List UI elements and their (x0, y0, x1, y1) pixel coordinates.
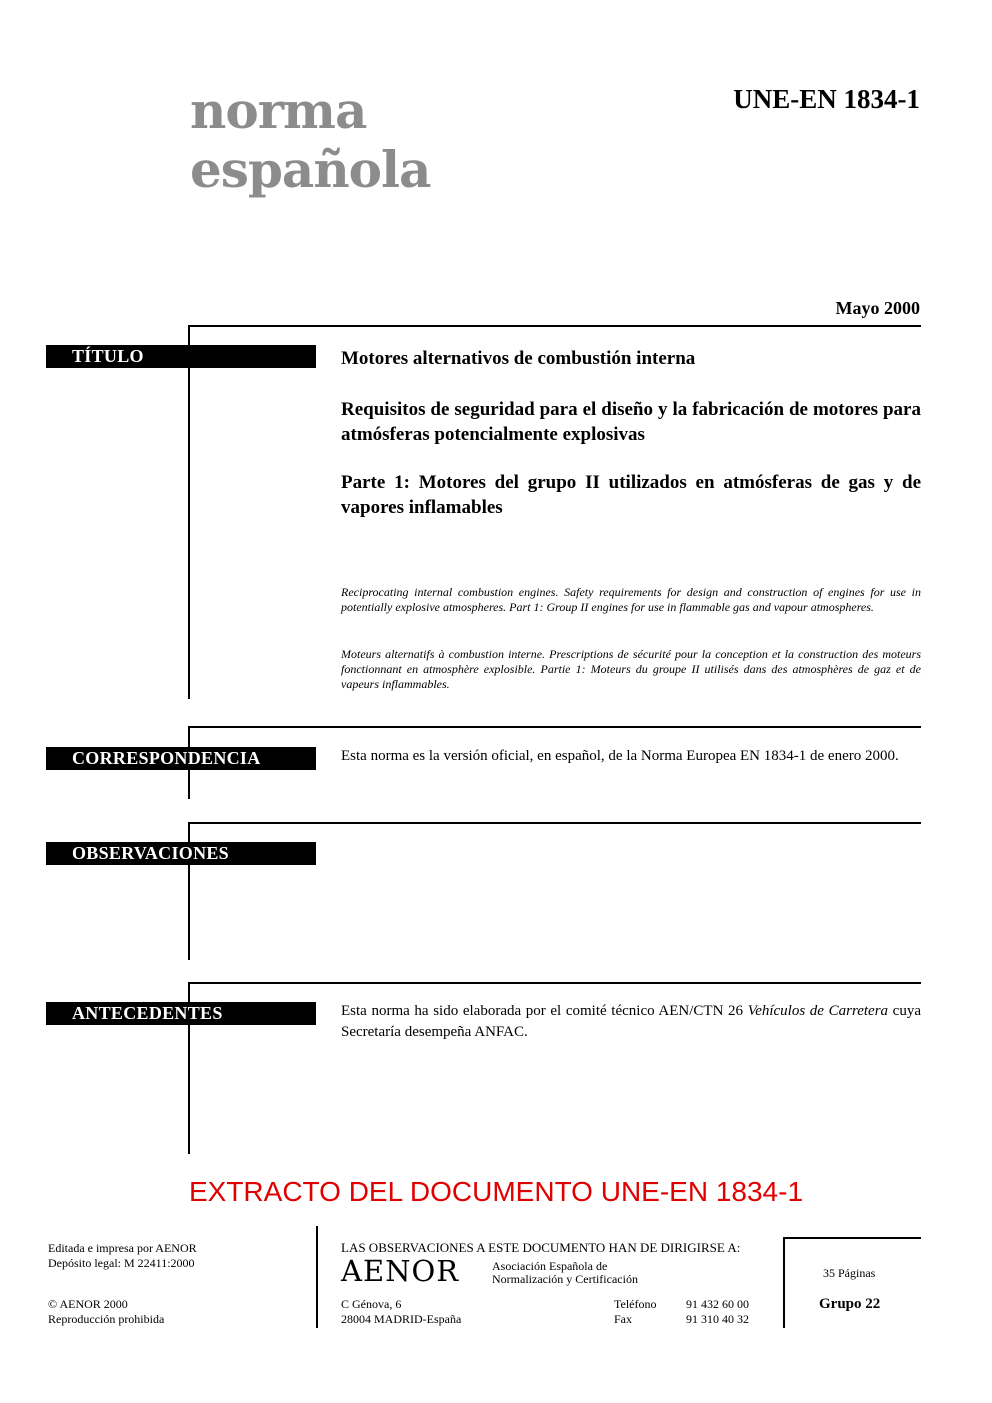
footer-divider-left (316, 1226, 318, 1328)
title-english: Reciprocating internal combustion engines. Safety requirements for design and construction of engines for use in potentially explosive atmospheres. Part 1: Group II engines for use in flammable gas and vapour atmospheres. (341, 585, 921, 614)
antecedentes-label: ANTECEDENTES (46, 1002, 316, 1025)
page-count: 35 Páginas (823, 1266, 876, 1280)
publication-date: Mayo 2000 (835, 298, 920, 318)
footer-fax-label: Fax (614, 1312, 632, 1326)
correspondencia-rule (188, 726, 921, 728)
correspondencia-label: CORRESPONDENCIA (46, 747, 316, 770)
brand-norma: norma (190, 81, 367, 140)
aenor-subtitle-line1: Asociación Española de (492, 1259, 608, 1273)
antecedentes-text-before: Esta norma ha sido elaborada por el comité técnico AEN/CTN 26 (341, 1003, 748, 1019)
observaciones-label: OBSERVACIONES (46, 842, 316, 865)
title-french: Moteurs alternatifs à combustion interne. Prescriptions de sécurité pour la conception et la construction des moteurs fonctionnant en atmosphère explosible. Partie 1: Moteurs du groupe II utilisés dans des atmosphères de gaz et de vapeurs inflammables. (341, 647, 921, 691)
footer-address2: 28004 MADRID-España (341, 1312, 462, 1326)
footer-observaciones-head: LAS OBSERVACIONES A ESTE DOCUMENTO HAN DE DIRIGIRSE A: (341, 1240, 741, 1255)
antecedentes-text-after: cuya Secretaría desempeña ANFAC. (341, 1003, 921, 1040)
observaciones-rule (188, 822, 921, 824)
antecedentes-text (341, 1001, 921, 1043)
title-primary: Motores alternativos de combustión interna (341, 348, 696, 369)
title-part: Parte 1: Motores del grupo II utilizados en atmósferas de gas y de vapores inflamables (341, 472, 921, 518)
footer-edited: Editada e impresa por AENOR (48, 1241, 197, 1255)
aenor-subtitle (492, 1260, 638, 1286)
brand-espanola: española (190, 140, 431, 199)
footer-box-top (783, 1237, 921, 1239)
footer-address1: C Génova, 6 (341, 1297, 402, 1311)
aenor-subtitle-line2: Normalización y Certificación (492, 1272, 638, 1286)
antecedentes-rule (188, 982, 921, 984)
standard-code: UNE-EN 1834-1 (733, 84, 920, 114)
titulo-label: TÍTULO (46, 345, 316, 368)
footer-copyright: © AENOR 2000 (48, 1297, 128, 1311)
footer-tel-value: 91 432 60 00 (686, 1297, 749, 1311)
footer-deposito: Depósito legal: M 22411:2000 (48, 1256, 195, 1270)
extract-watermark: EXTRACTO DEL DOCUMENTO UNE-EN 1834-1 (188, 1176, 804, 1207)
footer-fax-value: 91 310 40 32 (686, 1312, 749, 1326)
correspondencia-text: Esta norma es la versión oficial, en español, de la Norma Europea EN 1834-1 de enero 2000. (341, 748, 899, 764)
footer-tel-label: Teléfono (614, 1297, 657, 1311)
title-secondary: Requisitos de seguridad para el diseño y la fabricación de motores para atmósferas potencialmente explosivas (341, 399, 921, 445)
aenor-logo: AENOR (341, 1254, 460, 1288)
titulo-vrule (188, 325, 190, 699)
grupo-label: Grupo 22 (819, 1296, 881, 1312)
footer-box-left (783, 1237, 785, 1328)
titulo-rule (188, 325, 921, 327)
antecedentes-text-italic: Vehículos de Carretera (747, 1003, 889, 1019)
footer-repro: Reproducción prohibida (48, 1312, 165, 1326)
